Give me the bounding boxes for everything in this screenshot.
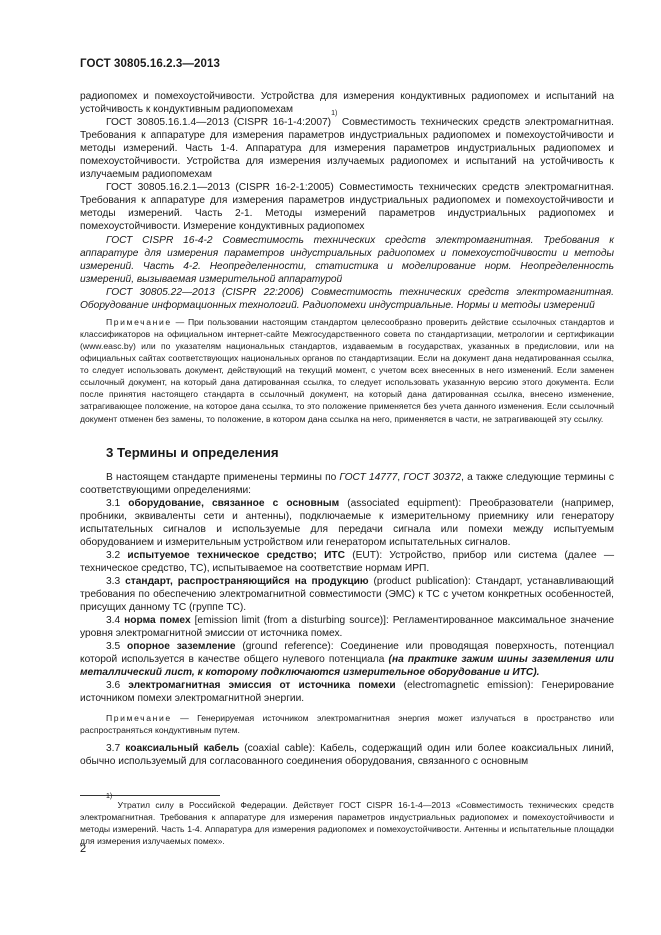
reference-continuation: радиопомех и помехоустойчивости. Устройства для измерения кондуктивных радиопомех и испытаний на устойчивость к кондуктивным радиопомехам (80, 91, 614, 116)
term-definition (80, 575, 614, 614)
term-name: испытуемое техническое средство; ИТС (127, 549, 346, 561)
note (80, 712, 614, 736)
term-definition (80, 549, 614, 575)
term-definition (80, 742, 614, 768)
term-name: стандарт, распространяющийся на продукцию (125, 576, 369, 588)
note-label: Примечание (106, 712, 172, 723)
term-text: (associated equipment): Преобразователи (например, пробники, эквиваленты сети и антенны), подключаемые к измерительному приемнику или генератору испытательных сигналов и используемые для передачи сигнала или помехи между испытуемым оборудованием и измерительным устройством или генератором испытательных сигналов. (80, 497, 614, 548)
term-definition (80, 497, 614, 549)
term-name: оборудование, связанное с основным (128, 497, 340, 509)
note (80, 316, 614, 425)
intro-text: , (397, 471, 404, 483)
page-header: ГОСТ 30805.16.2.3—2013 (80, 58, 220, 70)
footnote (80, 793, 614, 847)
term-text: (product publication): Стандарт, устанавливающий требования по обеспечению электромагнитной совместимости (ЭМС) к ТС с учетом конкретных особенностей, присущих данному ТС (группе ТС). (80, 576, 614, 614)
term-number: 3.3 (106, 576, 126, 588)
term-definition (80, 679, 614, 705)
term-number: 3.7 (106, 742, 126, 754)
term-number: 3.6 (106, 680, 129, 692)
reference-item: ГОСТ 30805.22—2013 (CISPR 22:2006) Совместимость технических средств электромагнитная. Оборудование информационных технологий. Радиопомехи индустриальные. Нормы и методы измерений (80, 286, 614, 311)
term-name: опорное заземление (127, 641, 236, 653)
term-text: (EUT): Устройство, прибор или система (далее — техническое средство, ТС), испытываемое на соответствие нормам ИРП. (80, 549, 615, 575)
reference-title: Совместимость технических средств электромагнитная. Требования к аппаратуре для измерения параметров индустриальных радиопомех и помехоустойчивости и методы измерений. Часть 1-4. Аппаратура для измерения параметров индустриальных радиопомех и помехоустойчивости. Устройства для измерения излучаемых радиопомех и испытаний на устойчивость к излучаемым радиопомехам (80, 117, 614, 181)
term-text: (ground reference): Соединение или проводящая поверхность, потенциал которой используется в качестве общего нулевого потенциала (80, 641, 615, 666)
term-number: 3.1 (106, 497, 129, 509)
reference-item: ГОСТ CISPR 16-4-2 Совместимость технических средств электромагнитная. Требования к аппаратуре для измерения параметров индустриальных радиопомех и помехоустойчивости и методы измерений. Часть 4-2. Неопределенности, статистика и моделирование норм. Неопределенность измерений, вызываемая измерительной аппаратурой (80, 234, 614, 285)
term-name: электромагнитная эмиссия от источника помехи (128, 680, 396, 692)
page-content (80, 90, 614, 768)
reference-item: ГОСТ 30805.16.2.1—2013 (CISPR 16-2-1:2005) Совместимость технических средств электромагнитная. Требования к аппаратуре для измерения параметров индустриальных радиопомех и помехоустойчивости и методы измерений. Часть 2-1. Методы измерений параметров индустриальных радиопомех и помехоустойчивости. Измерение кондуктивных радиопомех (80, 182, 614, 233)
term-text: [emission limit (from a disturbing source)]: Регламентированное максимальное значение уровня электромагнитной эмиссии от источника помех. (80, 615, 614, 640)
intro-text: В настоящем стандарте применены термины по (106, 471, 340, 483)
footnote-divider (80, 795, 220, 796)
reference-item (80, 110, 614, 181)
term-definition (80, 640, 614, 679)
footnote-text: Утратил силу в Российской Федерации. Действует ГОСТ CISPR 16-1-4—2013 «Совместимость технических средств электромагнитная. Требования к аппаратуре для измерения параметров индустриальных радиопомех и помехоустойчивости и методы измерений. Часть 1-4. Аппаратура для измерения радиопомех и помехоустойчивости. Антенны и испытательные площадки для измерения излучаемых помех». (80, 800, 614, 846)
term-text: (coaxial cable): Кабель, содержащий один или более коаксиальных линий, обычно используемый для согласованного соединения оборудования, связанного с основным (80, 742, 614, 767)
term-definition (80, 614, 614, 640)
section-intro (80, 471, 614, 497)
term-name: норма помех (124, 615, 191, 627)
term-name: коаксиальный кабель (125, 742, 240, 754)
term-number: 3.4 (106, 615, 125, 627)
section-heading: 3 Термины и определения (106, 444, 279, 460)
note-text: — Генерируемая источником электромагнитная энергия может излучаться в пространство или распространяться кондуктивным путем. (80, 712, 614, 735)
term-number: 3.2 (106, 549, 128, 561)
intro-text: , а также следующие термины с соответствующими определениями: (80, 471, 614, 496)
term-text: (electromagnetic emission): Генерирование источником помехи электромагнитной энергии. (80, 680, 614, 705)
footnote-mark[interactable]: 1) (331, 110, 338, 118)
footnote-mark: 1) (106, 793, 113, 800)
note-text: — При пользовании настоящим стандартом целесообразно проверить действие ссылочных стандартов и классификаторов на официальном интернет-сайте Межгосударственного совета по стандартизации, метрологии и сертификации (www.easc.by) или по указателям национальных стандартов, издаваемым в государствах, указанных в предисловии, или на официальных сайтах соответствующих национальных органов по стандартизации. Если на документ дана недатированная ссылка, то следует использовать документ, действующий на текущий момент, с учетом всех внесенных в него изменений. Если заменен ссылочный документ, на который дана датированная ссылка, то следует использовать указанную версию этого документа. Если после принятия настоящего стандарта в ссылочный документ, на который дана датированная ссылка, внесено изменение, затрагивающее положение, на которое дана ссылка, то это положение применяется без учета данного изменения. Если ссылочный документ отменен без замены, то положение, в котором дана ссылка на него, применяется в части, не затрагивающей эту ссылку. (80, 316, 614, 424)
page-number: 2 (80, 843, 87, 855)
standard-ref: ГОСТ 14777 (339, 471, 398, 483)
note-label: Примечание (106, 316, 172, 327)
reference-code: ГОСТ 30805.16.1.4—2013 (CISPR 16-1-4:2007) (106, 117, 332, 129)
term-emphasis: (на практике зажим шины заземления или металлический лист, к которому подключаются измерительное оборудование и ИТС). (80, 654, 614, 679)
term-number: 3.5 (106, 641, 128, 653)
standard-ref: ГОСТ 30372 (403, 471, 462, 483)
